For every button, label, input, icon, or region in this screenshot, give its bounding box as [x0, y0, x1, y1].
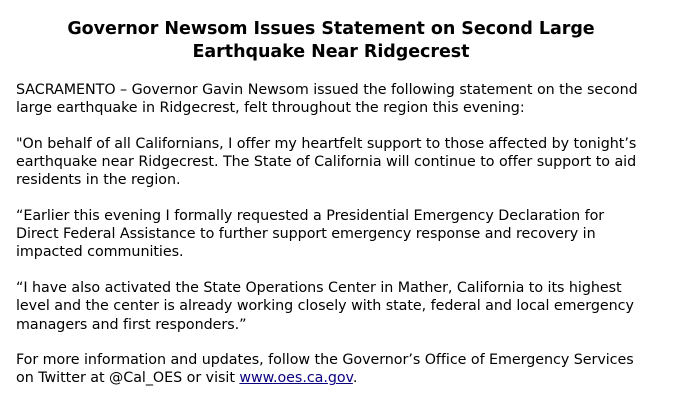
text-line: Direct Federal Assistance to further support emergency response and recovery in	[16, 226, 596, 243]
text-line: “I have also activated the State Operations Center in Mather, California to its highest	[16, 280, 622, 297]
text-line: "On behalf of all Californians, I offer my heartfelt support to those affected by tonight’s	[16, 135, 637, 152]
paragraph-quote-2	[16, 207, 646, 262]
text-line: level and the center is already working closely with state, federal and local emergency	[16, 298, 634, 315]
text-line: large earthquake in Ridgecrest, felt throughout the region this evening:	[16, 100, 525, 117]
paragraph-quote-3	[16, 279, 646, 334]
closing-suffix: .	[352, 370, 358, 387]
oes-website-link[interactable]: www.oes.ca.gov	[239, 370, 353, 387]
paragraph-closing	[16, 351, 646, 387]
press-release	[16, 18, 646, 388]
text-line: managers and first responders.”	[16, 316, 247, 333]
text-line-with-link	[16, 369, 646, 387]
text-line: impacted communities.	[16, 244, 184, 261]
page-title	[16, 18, 646, 64]
closing-prefix: on Twitter at @Cal_OES or visit	[16, 370, 240, 387]
text-line: For more information and updates, follow the Governor’s Office of Emergency Services	[16, 352, 634, 369]
text-line: SACRAMENTO – Governor Gavin Newsom issued the following statement on the second	[16, 82, 638, 98]
title-line-2: Earthquake Near Ridgecrest	[192, 42, 470, 62]
paragraph-quote-1	[16, 135, 646, 190]
title-line-1: Governor Newsom Issues Statement on Second Large	[67, 19, 595, 39]
text-line: “Earlier this evening I formally requested a Presidential Emergency Declaration for	[16, 208, 605, 225]
paragraph-intro	[16, 81, 646, 117]
text-line: earthquake near Ridgecrest. The State of California will continue to offer support to aid	[16, 154, 637, 171]
text-line: residents in the region.	[16, 172, 181, 189]
